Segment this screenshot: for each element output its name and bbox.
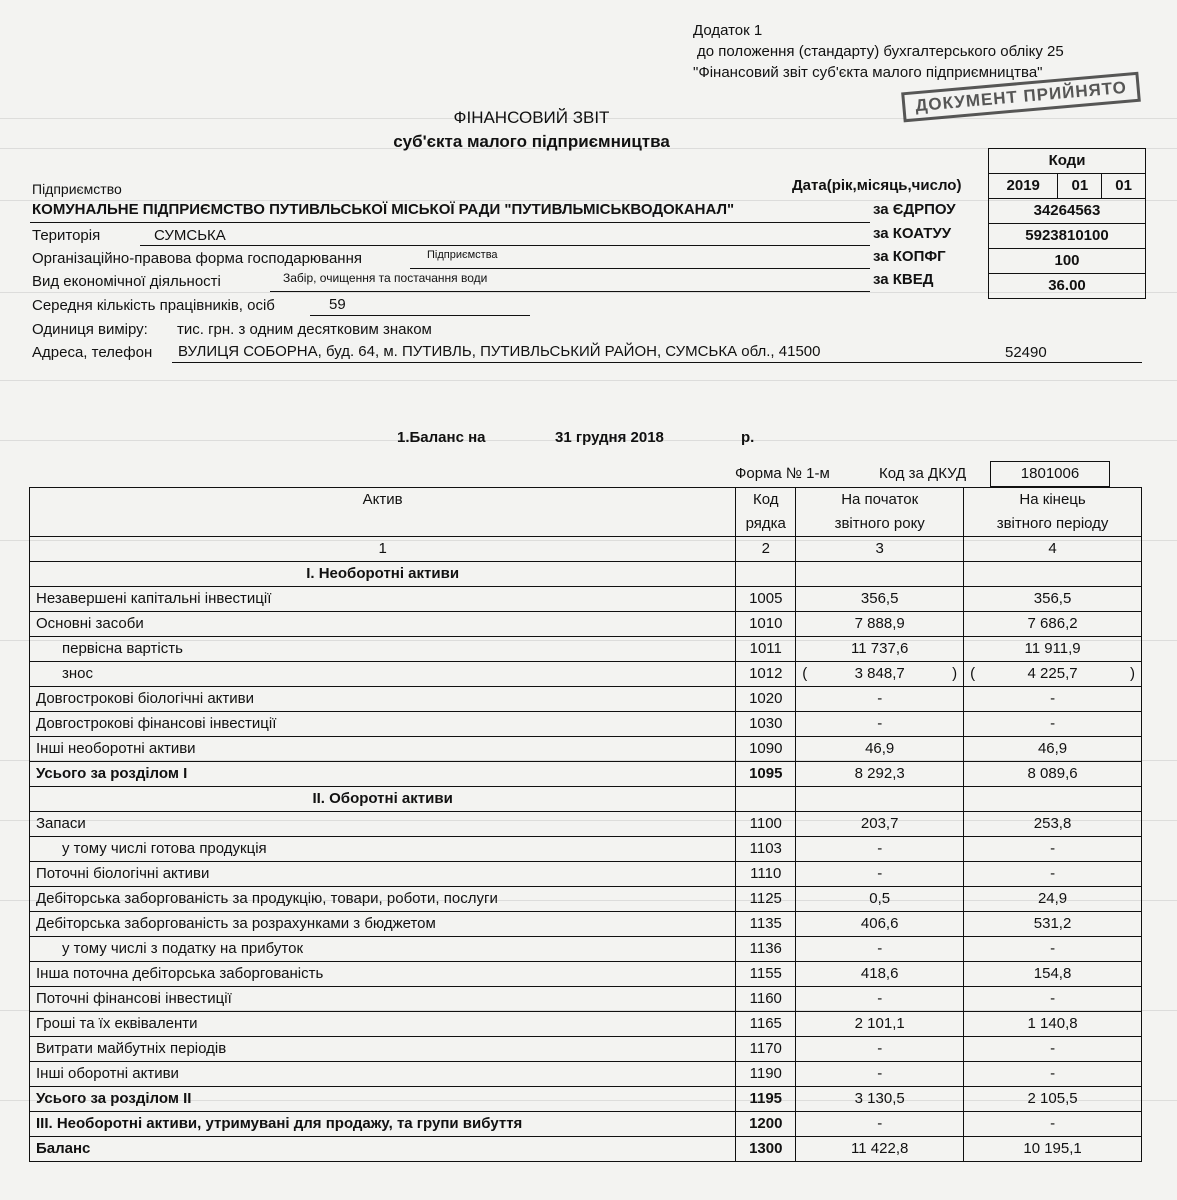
koatuu-label: за КОАТУУ: [873, 225, 952, 242]
enterprise-name: КОМУНАЛЬНЕ ПІДПРИЄМСТВО ПУТИВЛЬСЬКОЇ МІСЬКОЇ РАДИ "ПУТИВЛЬМІСЬКВОДОКАНАЛ": [32, 201, 735, 218]
row-begin: -: [796, 862, 964, 887]
table-row: [30, 1062, 1142, 1087]
row-end: 531,2: [964, 912, 1142, 937]
territory-underline: [140, 245, 870, 246]
row-end: 24,9: [964, 887, 1142, 912]
row-begin-cell: ( 3 848,7 ): [796, 662, 964, 687]
balance-table: [29, 487, 1142, 1162]
row-begin: 356,5: [796, 587, 964, 612]
row-name: Запаси: [30, 812, 736, 837]
row-name: Інші оборотні активи: [30, 1062, 736, 1087]
code-kopfg: 100: [989, 248, 1145, 273]
row-begin: -: [796, 687, 964, 712]
row-end: 1 140,8: [964, 1012, 1142, 1037]
row-begin: 3 848,7: [854, 665, 905, 682]
kopfg-label: за КОПФГ: [873, 248, 946, 265]
address-value: ВУЛИЦЯ СОБОРНА, буд. 64, м. ПУТИВЛЬ, ПУТИВЛЬСЬКИЙ РАЙОН, СУМСЬКА обл., 41500: [178, 343, 821, 360]
row-end: -: [964, 862, 1142, 887]
activity-label: Вид економічної діяльності: [32, 273, 221, 290]
row-code: 1125: [736, 887, 796, 912]
column-number-row: [30, 537, 1142, 562]
code-day: 01: [1101, 174, 1145, 198]
row-code: 1200: [736, 1112, 796, 1137]
row-begin: -: [796, 937, 964, 962]
row-name: Довгострокові біологічні активи: [30, 687, 736, 712]
row-end: -: [964, 987, 1142, 1012]
code-kved: 36.00: [989, 273, 1145, 298]
territory-label: Територія: [32, 227, 101, 244]
row-end: 4 225,7: [1027, 665, 1078, 682]
row-name: Інша поточна дебіторська заборгованість: [30, 962, 736, 987]
row-end: -: [964, 937, 1142, 962]
dkud-value: 1801006: [990, 461, 1110, 487]
kved-label: за КВЕД: [873, 271, 934, 288]
table-row: [30, 912, 1142, 937]
row-code: 1020: [736, 687, 796, 712]
appendix-note: [693, 20, 1064, 83]
row-end-cell: ( 4 225,7 ): [964, 662, 1142, 687]
balance-total-row: [30, 1137, 1142, 1162]
total-row: [30, 762, 1142, 787]
row-begin: 8 292,3: [796, 762, 964, 787]
table-row: [30, 637, 1142, 662]
unit-label: Одиниця виміру:: [32, 321, 148, 338]
legal-form-label: Організаційно-правова форма господарювання: [32, 250, 362, 267]
appendix-line-1: Додаток 1: [693, 22, 763, 39]
row-code: 1165: [736, 1012, 796, 1037]
row-begin: 7 888,9: [796, 612, 964, 637]
row-begin: 418,6: [796, 962, 964, 987]
row-name: Дебіторська заборгованість за розрахунками з бюджетом: [30, 912, 736, 937]
total-row: [30, 1087, 1142, 1112]
table-row: [30, 1012, 1142, 1037]
codes-header: Коди: [988, 148, 1146, 174]
employees-value: 59: [329, 296, 346, 313]
header-end-line1: На кінець: [1019, 491, 1086, 508]
row-end: 8 089,6: [964, 762, 1142, 787]
row-name: Інші необоротні активи: [30, 737, 736, 762]
row-end: 253,8: [964, 812, 1142, 837]
row-begin: 11 737,6: [796, 637, 964, 662]
header-code-line2: рядка: [745, 515, 786, 532]
row-begin: 203,7: [796, 812, 964, 837]
table-row: [30, 737, 1142, 762]
activity-underline: [270, 291, 870, 292]
row-code: 1012: [736, 662, 796, 687]
row-end: 2 105,5: [964, 1087, 1142, 1112]
row-begin: 46,9: [796, 737, 964, 762]
balance-title-date: 31 грудня 2018: [555, 429, 664, 446]
table-row: [30, 712, 1142, 737]
row-name: Гроші та їх еквіваленти: [30, 1012, 736, 1037]
row-name: Баланс: [30, 1137, 736, 1162]
row-end: 10 195,1: [964, 1137, 1142, 1162]
row-end: -: [964, 1062, 1142, 1087]
row-begin: 2 101,1: [796, 1012, 964, 1037]
row-begin: -: [796, 837, 964, 862]
row-begin: 11 422,8: [796, 1137, 964, 1162]
row-code: 1155: [736, 962, 796, 987]
row-end: 46,9: [964, 737, 1142, 762]
row-end: 11 911,9: [964, 637, 1142, 662]
table-row: [30, 937, 1142, 962]
row-end: -: [964, 1112, 1142, 1137]
row-code: 1011: [736, 637, 796, 662]
table-header-row: [30, 488, 1142, 537]
row-begin: -: [796, 1062, 964, 1087]
row-code: 1010: [736, 612, 796, 637]
table-row: [30, 962, 1142, 987]
table-row: [30, 987, 1142, 1012]
row-name: Витрати майбутніх періодів: [30, 1037, 736, 1062]
header-end-line2: звітного періоду: [996, 515, 1109, 532]
row-name: Основні засоби: [30, 612, 736, 637]
row-begin: 0,5: [796, 887, 964, 912]
address-label: Адреса, телефон: [32, 344, 153, 361]
row-end: 356,5: [964, 587, 1142, 612]
table-row: [30, 1037, 1142, 1062]
col-number-1: 1: [30, 537, 736, 562]
table-row: [30, 662, 1142, 687]
activity-value: Забір, очищення та постачання води: [283, 271, 488, 285]
section-header-row: [30, 787, 1142, 812]
row-code: 1136: [736, 937, 796, 962]
row-name: у тому числі з податку на прибуток: [30, 937, 736, 962]
phone-value: 52490: [1005, 344, 1047, 361]
row-begin: -: [796, 712, 964, 737]
table-row: [30, 837, 1142, 862]
row-code: 1300: [736, 1137, 796, 1162]
row-code: 1135: [736, 912, 796, 937]
row-begin: 3 130,5: [796, 1087, 964, 1112]
enterprise-label: Підприємство: [32, 181, 122, 197]
employees-label: Середня кількість працівників, осіб: [32, 297, 275, 314]
dkud-label: Код за ДКУД: [879, 465, 967, 482]
table-row: [30, 612, 1142, 637]
row-name: Довгострокові фінансові інвестиції: [30, 712, 736, 737]
code-month: 01: [1057, 174, 1101, 198]
col-number-2: 2: [736, 537, 796, 562]
codes-date-row: [989, 173, 1145, 198]
row-name: Незавершені капітальні інвестиції: [30, 587, 736, 612]
table-row: [30, 862, 1142, 887]
row-code: 1170: [736, 1037, 796, 1062]
appendix-line-3: "Фінансовий звіт суб'єкта малого підприємництва": [693, 64, 1043, 81]
date-label: Дата(рік,місяць,число): [792, 177, 962, 194]
row-name: Поточні фінансові інвестиції: [30, 987, 736, 1012]
code-koatuu: 5923810100: [989, 223, 1145, 248]
table-row: [30, 812, 1142, 837]
address-underline: [172, 362, 1142, 363]
row-name: у тому числі готова продукція: [30, 837, 736, 862]
row-code: 1190: [736, 1062, 796, 1087]
row-name: первісна вартість: [30, 637, 736, 662]
row-name: Усього за розділом І: [30, 762, 736, 787]
row-name: знос: [30, 662, 736, 687]
row-end: -: [964, 1037, 1142, 1062]
legal-form-underline: [410, 268, 870, 269]
row-code: 1160: [736, 987, 796, 1012]
table-row: [30, 587, 1142, 612]
form-label: Форма № 1-м: [735, 465, 830, 482]
edrpou-label: за ЄДРПОУ: [873, 201, 956, 218]
row-end: -: [964, 687, 1142, 712]
col-number-4: 4: [964, 537, 1142, 562]
row-begin: 406,6: [796, 912, 964, 937]
row-code: 1110: [736, 862, 796, 887]
row-code: 1090: [736, 737, 796, 762]
header-asset: Актив: [30, 488, 736, 537]
header-begin-line1: На початок: [841, 491, 919, 508]
row-end: -: [964, 712, 1142, 737]
row-code: 1100: [736, 812, 796, 837]
balance-title-suffix: р.: [741, 429, 755, 446]
row-name: ІІІ. Необоротні активи, утримувані для продажу, та групи вибуття: [30, 1112, 736, 1137]
territory-value: СУМСЬКА: [154, 227, 226, 244]
balance-title-prefix: 1.Баланс на: [397, 429, 486, 446]
code-year: 2019: [1006, 177, 1040, 194]
row-code: 1103: [736, 837, 796, 862]
col-number-3: 3: [796, 537, 964, 562]
section-2-title: ІІ. Оборотні активи: [30, 787, 736, 812]
row-name: Поточні біологічні активи: [30, 862, 736, 887]
row-code: 1005: [736, 587, 796, 612]
row-begin: -: [796, 1112, 964, 1137]
row-code: 1195: [736, 1087, 796, 1112]
accepted-stamp: ДОКУМЕНТ ПРИЙНЯТО: [901, 72, 1141, 123]
code-edrpou: 34264563: [989, 198, 1145, 223]
row-code: 1030: [736, 712, 796, 737]
header-code: [736, 488, 796, 537]
employees-underline: [310, 315, 530, 316]
row-name: Дебіторська заборгованість за продукцію, товари, роботи, послуги: [30, 887, 736, 912]
row-begin: -: [796, 1037, 964, 1062]
row-name: Усього за розділом ІІ: [30, 1087, 736, 1112]
row-code: 1095: [736, 762, 796, 787]
row-begin: -: [796, 987, 964, 1012]
row-end: 154,8: [964, 962, 1142, 987]
table-row: [30, 687, 1142, 712]
section-1-title: І. Необоротні активи: [30, 562, 736, 587]
report-subtitle: суб'єкта малого підприємництва: [393, 132, 670, 151]
codes-box: [988, 173, 1146, 299]
report-title: ФІНАНСОВИЙ ЗВІТ: [453, 108, 610, 127]
header-code-line1: Код: [753, 491, 779, 508]
header-begin: [796, 488, 964, 537]
appendix-line-2: до положення (стандарту) бухгалтерського обліку 25: [697, 43, 1064, 60]
enterprise-underline: [30, 222, 870, 223]
legal-form-value: Підприємства: [427, 249, 498, 261]
section-header-row: [30, 562, 1142, 587]
header-end: [964, 488, 1142, 537]
unit-value: тис. грн. з одним десятковим знаком: [177, 321, 432, 338]
table-row: [30, 887, 1142, 912]
header-begin-line2: звітного року: [834, 515, 925, 532]
total-row: [30, 1112, 1142, 1137]
row-end: -: [964, 837, 1142, 862]
row-end: 7 686,2: [964, 612, 1142, 637]
